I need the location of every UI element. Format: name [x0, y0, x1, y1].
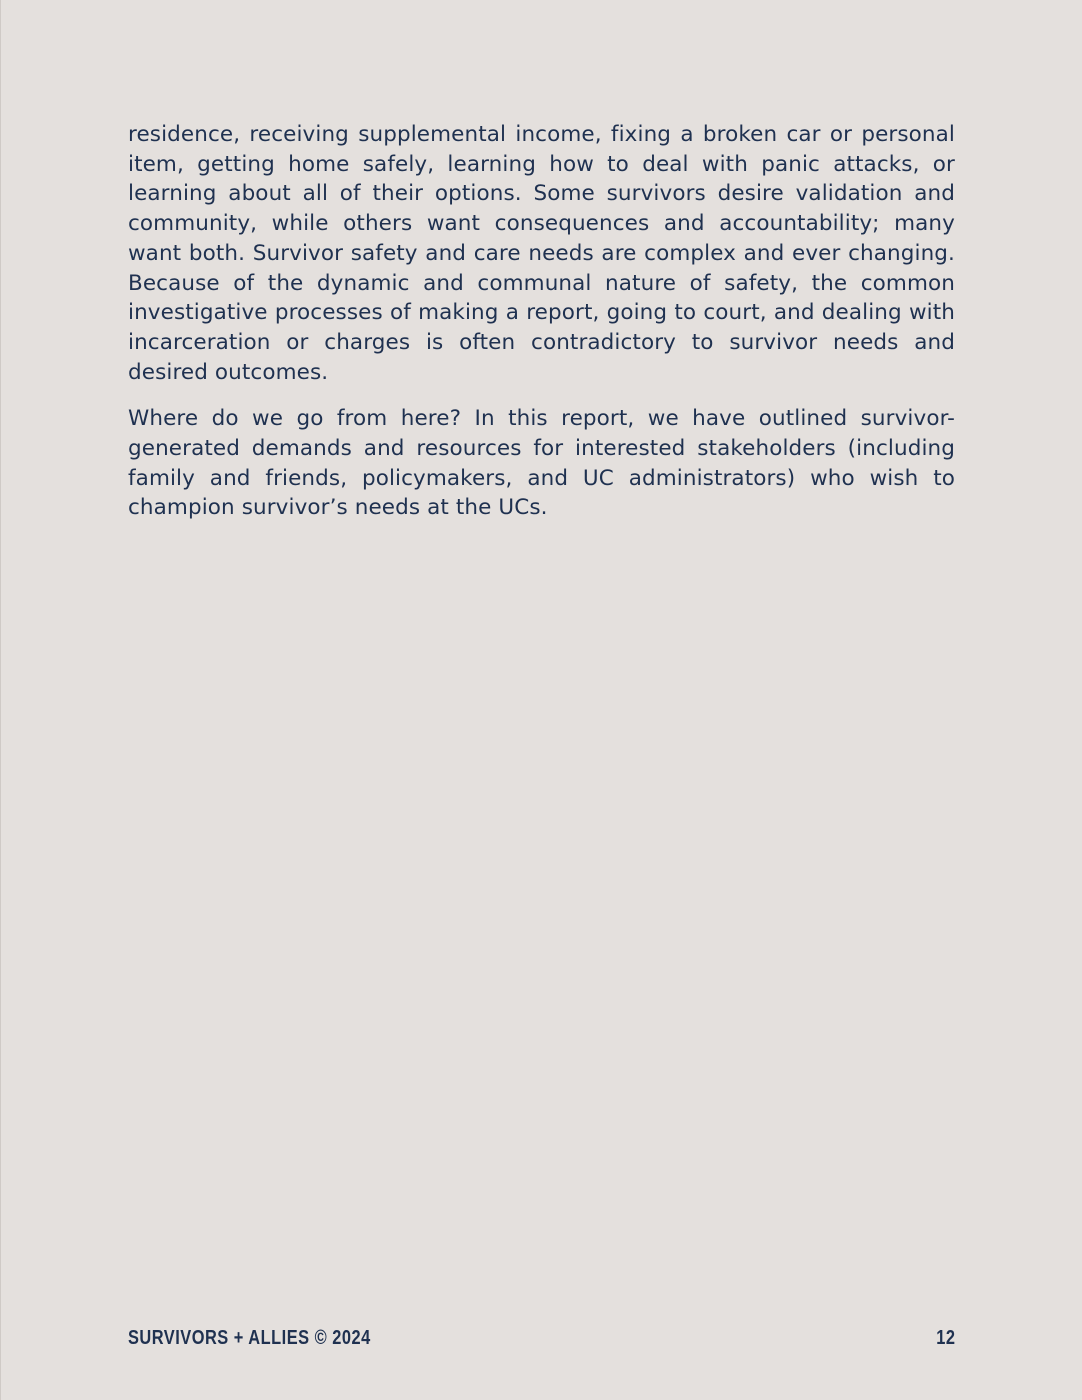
body-paragraph-1: residence, receiving supplemental income, fixing a broken car or personal item, getting home safely, learning how to deal with panic attacks, or learning about all of their options. Some survivors desire validation and community, while others want consequences and accountability; many want both. Survivor safety and care needs are complex and ever changing. Because of the dynamic and communal nature of safety, the common investigative processes of making a report, going to court, and dealing with incarceration or charges is often contradictory to survivor needs and desired outcomes. — [128, 122, 955, 385]
page-edge — [0, 0, 1, 1400]
page-footer — [128, 1324, 955, 1352]
page-number: 12 — [935, 1326, 955, 1349]
body-text — [128, 120, 955, 540]
body-paragraph-2: Where do we go from here? In this report, we have outlined survivor-generated demands and resources for interested stakeholders (including family and friends, policymakers, and UC administrators) who wish to champion survivor’s needs at the UCs. — [128, 406, 955, 521]
footer-copyright: SURVIVORS + ALLIES © 2024 — [128, 1326, 371, 1349]
